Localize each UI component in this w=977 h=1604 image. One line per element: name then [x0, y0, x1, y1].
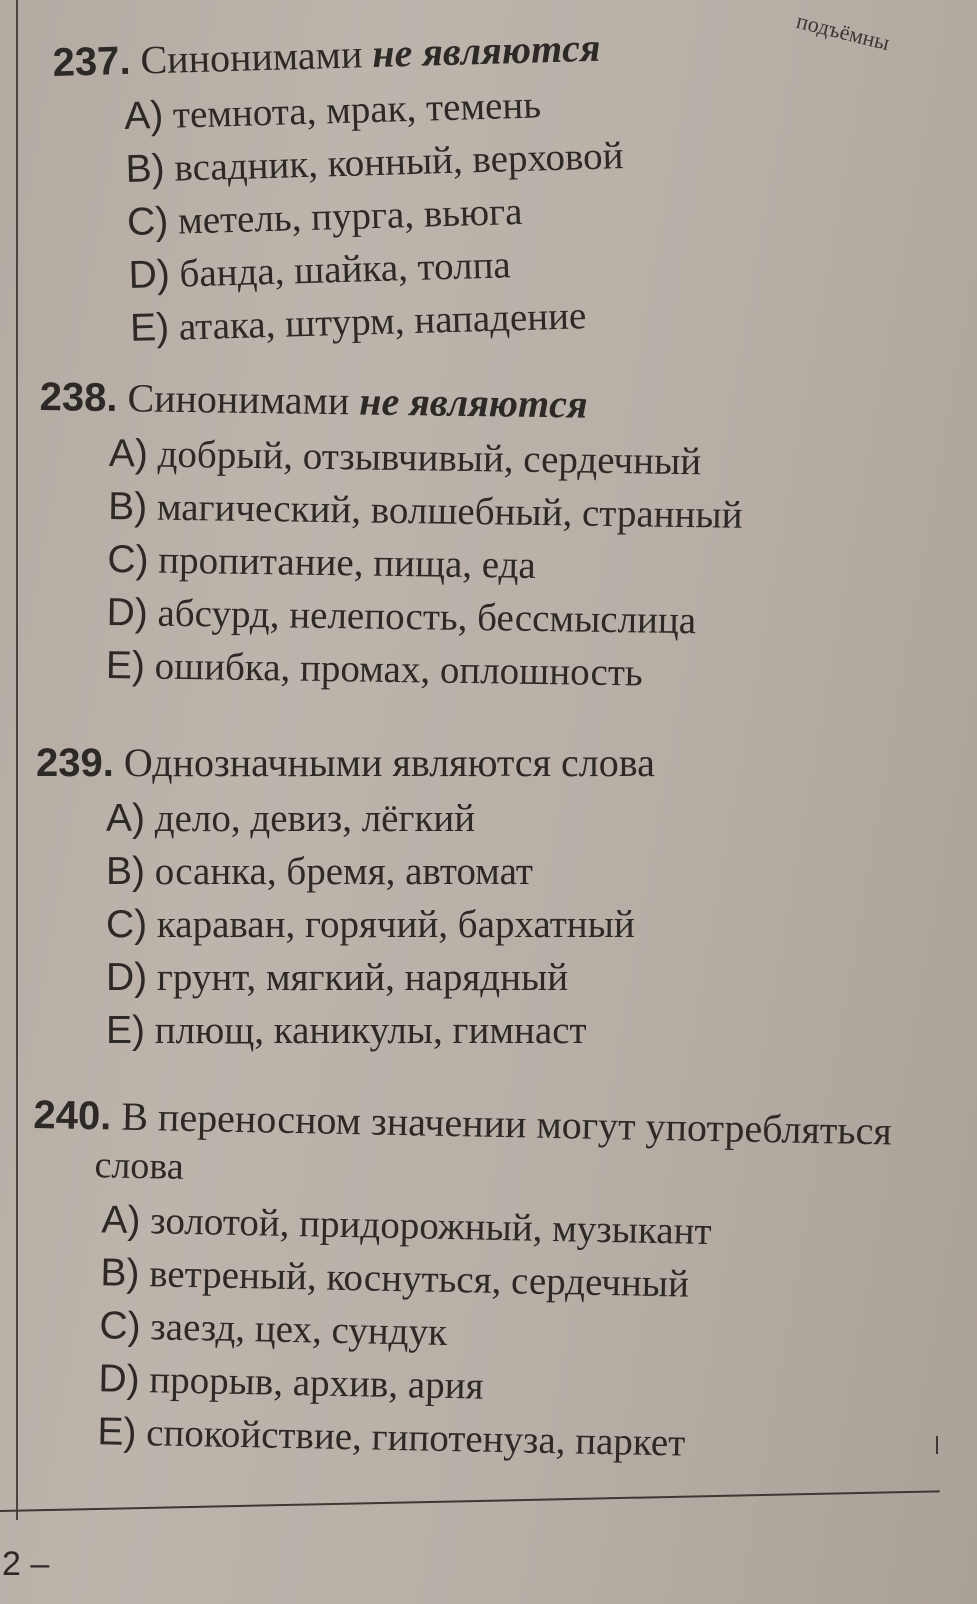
question-239	[36, 738, 956, 1057]
option-letter: E)	[129, 305, 170, 350]
option-letter: A)	[123, 93, 164, 139]
footer-rule	[0, 1490, 940, 1512]
question-prompt: Синонимами	[127, 375, 350, 424]
margin-tick-mark	[936, 1436, 948, 1454]
question-240	[27, 1090, 934, 1474]
page-number: 2 –	[2, 1545, 50, 1583]
option-text: ветреный, коснуться, сердечный	[148, 1252, 690, 1306]
option-text: ошибка, промах, оплошность	[154, 644, 644, 695]
option-text: плющ, каникулы, гимнаст	[154, 1009, 587, 1052]
option-text: магический, волшебный, странный	[156, 485, 743, 537]
option-text: заезд, цех, сундук	[149, 1305, 448, 1354]
question-title	[39, 372, 960, 435]
option-e	[106, 639, 957, 704]
option-list	[27, 1192, 932, 1474]
option-letter: C)	[107, 537, 149, 582]
option-text: всадник, конный, верховой	[173, 134, 624, 190]
question-number: 240.	[33, 1092, 112, 1139]
option-text: банда, шайка, толпа	[178, 243, 512, 296]
option-text: добрый, отзывчивый, сердечный	[157, 432, 702, 484]
option-letter: C)	[106, 903, 148, 946]
option-letter: D)	[106, 956, 148, 999]
option-text: золотой, придорожный, музыкант	[149, 1199, 712, 1254]
option-letter: B)	[106, 850, 145, 893]
question-238	[36, 372, 960, 704]
option-letter: A)	[106, 797, 145, 840]
option-text: осанка, бремя, автомат	[154, 850, 533, 893]
option-text: спокойствие, гипотенуза, паркет	[145, 1411, 686, 1465]
option-letter: A)	[101, 1198, 141, 1243]
question-prompt: Однозначными являются слова	[123, 740, 655, 785]
question-emphasis: не являются	[359, 378, 588, 427]
option-text: пропитание, пища, еда	[157, 538, 537, 587]
option-list	[36, 792, 956, 1057]
question-prompt: Синонимами	[139, 31, 363, 83]
option-letter: D)	[98, 1357, 141, 1402]
question-number: 237.	[52, 38, 132, 85]
option-text: абсурд, нелепость, бессмыслица	[157, 591, 697, 643]
option-letter: C)	[99, 1304, 142, 1349]
option-text: караван, горячий, бархатный	[156, 903, 635, 946]
option-text: прорыв, архив, ария	[148, 1358, 484, 1408]
option-letter: C)	[126, 199, 169, 244]
option-b	[106, 845, 956, 898]
option-d	[106, 951, 956, 1004]
question-237	[52, 12, 977, 357]
option-letter: D)	[106, 590, 149, 635]
option-e	[106, 1004, 956, 1057]
option-a	[106, 792, 956, 845]
question-number: 238.	[39, 374, 118, 421]
question-title	[36, 738, 956, 788]
option-letter: B)	[107, 484, 148, 529]
option-text: грунт, мягкий, нарядный	[156, 956, 569, 999]
option-text: дело, девиз, лёгкий	[154, 797, 476, 840]
question-emphasis: не являются	[371, 24, 602, 77]
question-number: 239.	[36, 741, 114, 785]
option-c	[106, 898, 956, 951]
question-prompt-continuation: слова	[94, 1144, 185, 1188]
option-list	[36, 426, 960, 704]
option-letter: B)	[125, 146, 166, 191]
corner-fragment-text: подъёмны	[793, 8, 893, 56]
option-letter: D)	[128, 252, 171, 297]
option-letter: B)	[100, 1251, 140, 1296]
option-text: темнота, мрак, темень	[172, 83, 542, 137]
option-letter: E)	[105, 643, 146, 688]
page-margin-line	[16, 0, 18, 1520]
option-text: атака, штурм, нападение	[178, 294, 587, 349]
option-list	[54, 66, 977, 357]
question-prompt: В переносном значении могут употребляться	[120, 1093, 893, 1154]
option-text: метель, пурга, вьюга	[177, 189, 523, 243]
option-letter: A)	[108, 431, 149, 476]
option-letter: E)	[106, 1009, 145, 1052]
option-letter: E)	[97, 1410, 137, 1455]
